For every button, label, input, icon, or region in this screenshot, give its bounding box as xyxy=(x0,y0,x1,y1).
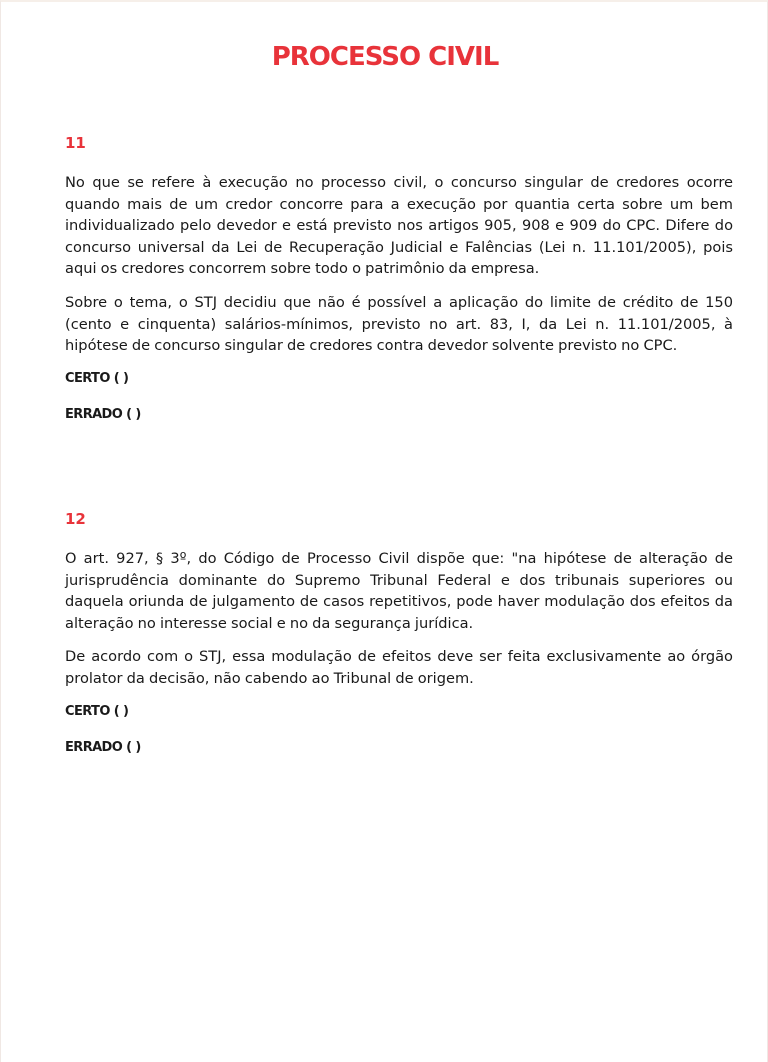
question-statement: De acordo com o STJ, essa modulação de efeitos deve ser feita exclusivamente ao órgão prolator da decisão, não cabendo ao Tribunal de origem. xyxy=(65,648,733,687)
question-11 xyxy=(65,134,733,441)
question-statement: No que se refere à execução no processo civil, o concurso singular de credores ocorre quando mais de um credor concorre para a execução por quantia certa sobre um bem individualizado pelo devedor e está previsto nos artigos 905, 908 e 909 do CPC. Difere do concurso universal da Lei de Recuperação Judicial e Falências (Lei n. 11.101/2005), pois aqui os credores concorrem sobre todo o patrimônio da empresa. xyxy=(65,174,733,278)
option-certo[interactable]: CERTO ( ) xyxy=(65,370,129,386)
question-12 xyxy=(65,510,733,774)
page-title: PROCESSO CIVIL xyxy=(271,42,499,72)
question-statement: O art. 927, § 3º, do Código de Processo Civil dispõe que: "na hipótese de alteração de jurisprudência dominante do Supremo Tribunal Federal e dos tribunais superiores ou daquela oriunda de julgamento de casos repetitivos, pode haver modulação dos efeitos da alteração no interesse social e no da segurança jurídica. xyxy=(65,550,733,632)
question-number: 11 xyxy=(65,134,86,152)
option-errado[interactable]: ERRADO ( ) xyxy=(65,406,141,422)
question-number: 12 xyxy=(65,510,86,528)
question-statement: Sobre o tema, o STJ decidiu que não é possível a aplicação do limite de crédito de 150 (cento e cinquenta) salários-mínimos, previsto no art. 83, I, da Lei n. 11.101/2005, à hipótese de concurso singular de credores contra devedor solvente previsto no CPC. xyxy=(65,293,733,355)
option-certo[interactable]: CERTO ( ) xyxy=(65,703,129,719)
option-errado[interactable]: ERRADO ( ) xyxy=(65,739,141,755)
